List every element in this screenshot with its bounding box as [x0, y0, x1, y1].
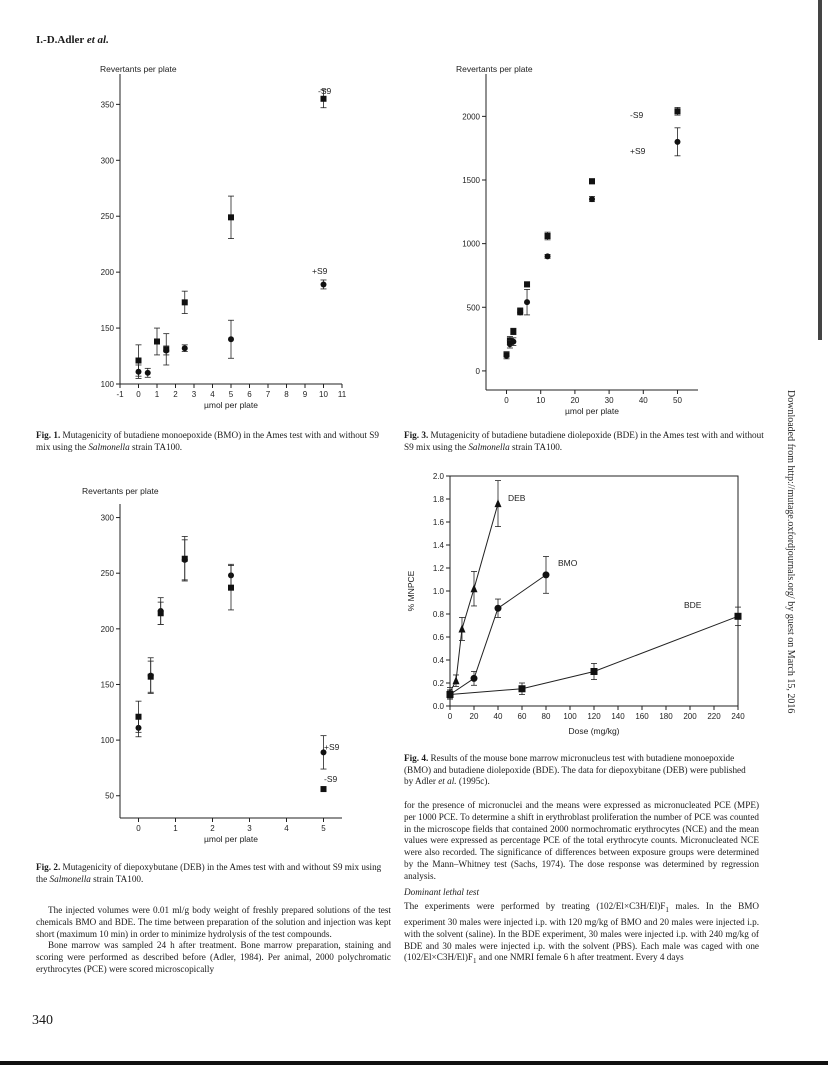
x-tick-label: 220 [707, 712, 721, 721]
x-tick-label: 50 [673, 396, 682, 405]
page-number: 340 [32, 1013, 53, 1028]
y-tick-label: 0.8 [432, 610, 444, 619]
x-tick-label: 20 [570, 396, 580, 405]
y-axis-title: Revertants per plate [100, 64, 177, 74]
x-tick-label: 9 [302, 390, 308, 399]
series-label-s9: +S9 [630, 146, 646, 156]
fig3-chart [436, 60, 726, 422]
x-tick-label: 4 [210, 390, 215, 399]
header-etal: et al. [86, 34, 109, 46]
data-point-square [154, 338, 160, 344]
journal-link[interactable]: http://mutage.oxfordjournals.org/ [785, 465, 796, 599]
data-point-square [321, 786, 327, 792]
x-tick-label: 80 [541, 712, 551, 721]
x-tick-label: 0 [447, 712, 453, 721]
data-point-square [182, 299, 188, 305]
data-point-square [158, 610, 164, 616]
data-point-circle [589, 196, 595, 202]
data-point-circle [517, 309, 523, 315]
data-point-square [591, 668, 598, 675]
left-body-text [36, 905, 391, 976]
x-tick-label: 30 [604, 396, 614, 405]
fig2-chart [80, 480, 370, 856]
data-point-square [182, 556, 188, 562]
x-axis-title: µmol per plate [564, 406, 620, 416]
y-tick-label: 150 [100, 680, 114, 690]
y-tick-label: 500 [466, 303, 480, 313]
x-tick-label: 200 [683, 712, 697, 721]
x-tick-label: 0 [504, 396, 509, 405]
data-point-circle [504, 353, 510, 359]
fig1-caption: Fig. 1. Mutagenicity of butadiene monoepoxide (BMO) in the Ames test with and without S9 mix using the Salmonella strain TA100. [36, 430, 379, 452]
data-point-square [228, 214, 234, 220]
data-point-square [519, 685, 526, 692]
download-note: Downloaded from http://mutage.oxfordjournals.org/ by guest on March 15, 2016 [785, 390, 796, 714]
y-tick-label: 100 [100, 736, 114, 746]
data-point-circle [510, 339, 516, 345]
y-tick-label: 0.4 [432, 656, 444, 665]
data-point-square [321, 96, 327, 102]
data-point-square [447, 691, 454, 698]
x-axis-title: µmol per plate [203, 400, 259, 410]
data-point-square [148, 674, 154, 680]
data-point-square [545, 233, 551, 239]
x-tick-label: 2 [173, 390, 178, 399]
data-point-square [136, 358, 142, 364]
series-label-s9: -S9 [630, 110, 644, 120]
x-tick-label: 5 [228, 390, 234, 399]
y-tick-label: 250 [100, 212, 114, 222]
y-tick-label: 0.6 [432, 633, 444, 642]
x-tick-label: 40 [638, 396, 648, 405]
x-tick-label: 120 [587, 712, 601, 721]
x-axis-title: Dose (mg/kg) [568, 726, 620, 736]
series-label-s9: -S9 [318, 86, 332, 96]
y-tick-label: 300 [100, 513, 114, 523]
y-tick-label: 1.0 [432, 587, 444, 596]
data-point-circle [163, 347, 169, 353]
x-tick-label: 3 [247, 824, 252, 833]
x-tick-label: 8 [284, 390, 289, 399]
x-tick-label: 5 [321, 824, 326, 833]
data-point-circle [145, 370, 151, 376]
y-tick-label: 1.2 [432, 564, 444, 573]
x-tick-label: 40 [493, 712, 503, 721]
x-tick-label: 0 [136, 390, 141, 399]
x-tick-label: -1 [116, 390, 124, 399]
y-axis-title: Revertants per plate [456, 64, 533, 74]
x-tick-label: 1 [154, 390, 160, 399]
x-tick-label: 10 [319, 390, 328, 399]
x-tick-label: 4 [284, 824, 289, 833]
fig3-caption: Fig. 3. Mutagenicity of butadiene butadiene diolepoxide (BDE) in the Ames test with and without S9 mix using the Salmonella strain TA100. [404, 430, 764, 452]
series-label-bmo: BMO [558, 558, 578, 568]
x-tick-label: 180 [659, 712, 673, 721]
y-tick-label: 50 [105, 791, 114, 801]
x-tick-label: 160 [635, 712, 649, 721]
scan-edge [818, 0, 822, 340]
x-tick-label: 6 [247, 390, 252, 399]
data-point-triangle [453, 676, 460, 684]
y-tick-label: 2.0 [432, 472, 444, 481]
y-tick-label: 300 [100, 156, 114, 166]
data-point-circle [524, 299, 530, 305]
y-tick-label: 1000 [462, 239, 480, 249]
y-axis-title: Revertants per plate [82, 486, 159, 496]
fig2-caption: Fig. 2. Mutagenicity of diepoxybutane (DEB) in the Ames test with and without S9 mix using the Salmonella strain TA100. [36, 862, 382, 884]
x-tick-label: 140 [611, 712, 625, 721]
fig4-caption: Fig. 4. Results of the mouse bone marrow micronucleus test with butadiene monoepoxide (BMO) and butadiene diolepoxide (BDE). The data for diepoxybitane (DEB) were published by Adler et al. (1995c). [404, 753, 746, 786]
data-point-circle [545, 253, 551, 259]
y-tick-label: 350 [100, 100, 114, 110]
right-paragraph-1: for the presence of micronuclei and the means were expressed as micronucleated PCE (MPE) per 1000 PCE. To determine a shift in erythroblast proliferation the number of PCE was counted in the microscope fields that contained 2000 normochromatic erythrocytes (NCE) and the mean values were expressed as percentage PCE of the total erythrocyte counts. Micronucleated NCE were also recorded. The significance of differences between exposure groups were determined by the Mann–Whitney test (Sachs, 1974). The dose response was determined by regression analysis. [404, 800, 759, 881]
y-tick-label: 150 [100, 324, 114, 334]
fig1-chart [80, 60, 370, 422]
x-tick-label: 10 [536, 396, 546, 405]
x-tick-label: 2 [210, 824, 215, 833]
data-point-triangle [471, 584, 478, 592]
y-tick-label: 1.8 [432, 495, 444, 504]
data-point-square [674, 108, 680, 114]
y-tick-label: 0 [475, 366, 480, 376]
series-line-bmo [450, 575, 546, 695]
x-tick-label: 240 [731, 712, 745, 721]
y-tick-label: 200 [100, 624, 114, 634]
y-tick-label: 1.6 [432, 518, 444, 527]
right-body-text [404, 800, 759, 968]
series-label-s9: +S9 [324, 742, 340, 752]
section-subhead: Dominant lethal test [404, 886, 480, 897]
running-header [36, 34, 109, 46]
data-point-circle [674, 139, 680, 145]
series-label-s9: +S9 [312, 266, 328, 276]
series-line-bde [450, 616, 738, 694]
y-axis-title: % MNPCE [406, 570, 416, 612]
y-tick-label: 2000 [462, 112, 480, 122]
data-point-circle [136, 369, 142, 375]
x-tick-label: 0 [136, 824, 141, 833]
x-tick-label: 20 [469, 712, 479, 721]
data-point-triangle [495, 499, 502, 507]
x-tick-label: 1 [173, 824, 178, 833]
data-point-square [735, 613, 742, 620]
y-tick-label: 250 [100, 569, 114, 579]
series-label-deb: DEB [508, 493, 526, 503]
data-point-square [136, 714, 142, 720]
right-paragraph-2: The experiments were performed by treating $(102/El\times C3H/El)F_1$ males. In the BMO experiment 30 males were injected i.p. with 120 mg/kg of BMO and 20 males were injected i.p. with the solvent (saline). In the BDE experiment, 30 males were injected i.p. with 240 mg/kg of BDE and 30 males were injected i.p. with the solvent (PBS). Each male was caged with one $(102/El\times C3H/El)F_1$ and one NMRI female 6 h after treatment. Every 4 days [404, 901, 759, 966]
y-tick-label: 0.0 [432, 702, 444, 711]
data-point-circle [182, 345, 188, 351]
y-tick-label: 100 [100, 380, 114, 389]
data-point-circle [321, 281, 327, 287]
data-point-square [510, 328, 516, 334]
left-paragraph-2: Bone marrow was sampled 24 h after treatment. Bone marrow preparation, staining and scoring were performed as described before (Adler, 1984). Per animal, 2000 polychromatic erythrocytes (PCE) were scored microscopically [36, 940, 391, 974]
data-point-square [524, 281, 530, 287]
data-point-square [589, 178, 595, 184]
data-point-circle [495, 605, 502, 612]
data-point-circle [471, 675, 478, 682]
fig4-chart [400, 468, 748, 746]
x-tick-label: 7 [265, 390, 271, 399]
footer-rule [0, 1061, 828, 1065]
x-tick-label: 100 [563, 712, 577, 721]
y-tick-label: 0.2 [432, 679, 444, 688]
left-paragraph-1: The injected volumes were 0.01 ml/g body weight of freshly prepared solutions of the test chemicals BMO and BDE. The time between preparation of the solution and injection was kept short (maximum 10 min) in order to minimize hydrolysis of the test compounds. [36, 905, 391, 939]
data-point-circle [228, 336, 234, 342]
series-label-s9: -S9 [324, 774, 338, 784]
x-tick-label: 60 [517, 712, 527, 721]
series-label-bde: BDE [684, 600, 702, 610]
header-author: I.-D.Adler [36, 34, 85, 46]
data-point-triangle [459, 624, 466, 632]
x-tick-label: 3 [191, 390, 197, 399]
y-tick-label: 1500 [462, 176, 480, 185]
data-point-square [228, 585, 234, 591]
y-tick-label: 1.4 [432, 541, 444, 550]
y-tick-label: 200 [100, 268, 114, 278]
x-axis-title: µmol per plate [203, 834, 259, 844]
data-point-circle [543, 571, 550, 578]
x-tick-label: 11 [337, 390, 347, 399]
